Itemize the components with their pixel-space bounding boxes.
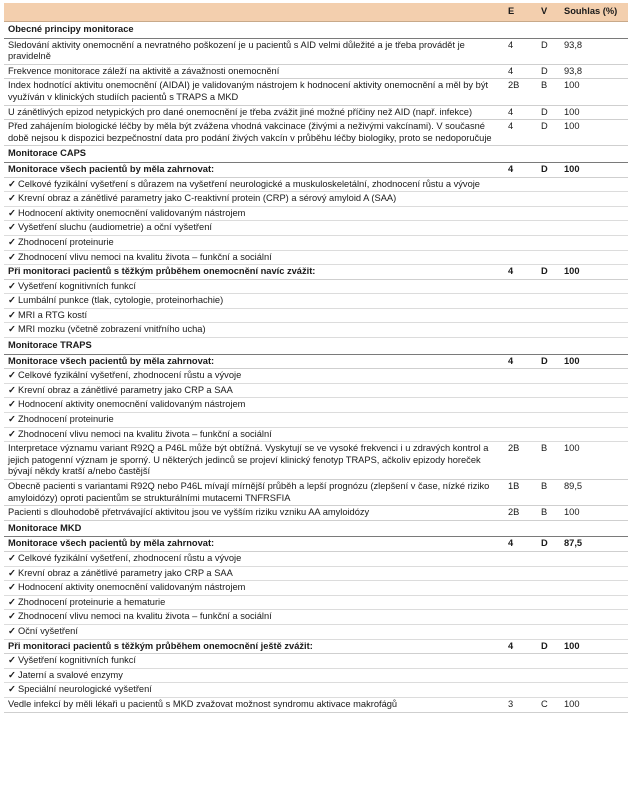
- strength-cell: D: [533, 38, 560, 64]
- checklist-item-row: [4, 413, 628, 428]
- agreement-cell: 100: [560, 265, 628, 280]
- recommendation-text: Vyšetření sluchu (audiometrie) a oční vyšetření: [18, 222, 212, 233]
- recommendation-cell: [4, 192, 500, 207]
- strength-cell: [533, 654, 560, 669]
- recommendation-text: U zánětlivých epizod netypických pro dané onemocnění je třeba zvážit jiné možné příčiny než AID (např. infekce): [8, 106, 473, 117]
- evidence-level-cell: [500, 654, 533, 669]
- agreement-cell: 89,5: [560, 480, 628, 506]
- section-header-row: [4, 146, 628, 163]
- recommendation-text: Sledování aktivity onemocnění a nevratného poškození je u pacientů s AID velmi důležité a je třeba provádět je pravidelně: [8, 39, 465, 62]
- checklist-item-row: [4, 581, 628, 596]
- checklist-item-row: [4, 323, 628, 338]
- recommendation-cell: [4, 413, 500, 428]
- header-text-column: [4, 3, 500, 22]
- recommendation-cell: [4, 398, 500, 413]
- evidence-level-cell: 2B: [500, 506, 533, 521]
- checkmark-icon: ✓: [8, 251, 16, 262]
- checklist-item-row: [4, 235, 628, 250]
- recommendation-text: Vyšetření kognitivních funkcí: [18, 280, 136, 291]
- strength-cell: [533, 610, 560, 625]
- checklist-item-row: [4, 250, 628, 265]
- evidence-level-cell: [500, 683, 533, 698]
- evidence-level-cell: [500, 206, 533, 221]
- recommendation-cell: [4, 383, 500, 398]
- checklist-item-row: [4, 383, 628, 398]
- recommendation-cell: [4, 279, 500, 294]
- recommendation-cell: [4, 639, 500, 654]
- header-strength-column: V: [533, 3, 560, 22]
- recommendation-cell: [4, 235, 500, 250]
- recommendation-text: Zhodnocení proteinurie: [18, 236, 114, 247]
- checklist-item-row: [4, 192, 628, 207]
- checkmark-icon: ✓: [8, 567, 16, 578]
- strength-cell: [533, 221, 560, 236]
- section-header-row: [4, 338, 628, 355]
- strength-cell: [533, 383, 560, 398]
- recommendation-text: Krevní obraz a zánětlivé parametry jako CRP a SAA: [18, 567, 233, 578]
- evidence-level-cell: [500, 427, 533, 442]
- recommendation-text: Krevní obraz a zánětlivé parametry jako CRP a SAA: [18, 384, 233, 395]
- recommendation-cell: [4, 265, 500, 280]
- evidence-level-cell: [500, 294, 533, 309]
- recommendation-cell: [4, 506, 500, 521]
- strength-cell: [533, 683, 560, 698]
- recommendation-cell: [4, 294, 500, 309]
- subheading-row: [4, 639, 628, 654]
- checklist-item-row: [4, 279, 628, 294]
- recommendation-text: MRI mozku (včetně zobrazení vnitřního ucha): [18, 324, 206, 335]
- checklist-item-row: [4, 566, 628, 581]
- checkmark-icon: ✓: [8, 596, 16, 607]
- strength-cell: [533, 427, 560, 442]
- recommendation-cell: [4, 566, 500, 581]
- section-header-row: [4, 520, 628, 537]
- agreement-cell: 87,5: [560, 537, 628, 552]
- subheading-row: [4, 265, 628, 280]
- recommendation-text: Pacienti s dlouhodobě přetrvávající aktivitou jsou ve vyšším riziku vzniku AA amyloidózy: [8, 507, 370, 518]
- table-header-row: [4, 3, 628, 22]
- strength-cell: [533, 250, 560, 265]
- checklist-item-row: [4, 294, 628, 309]
- agreement-cell: [560, 668, 628, 683]
- evidence-level-cell: 4: [500, 537, 533, 552]
- strength-cell: [533, 369, 560, 384]
- checkmark-icon: ✓: [8, 324, 16, 335]
- recommendation-text: Zhodnocení proteinurie: [18, 414, 114, 425]
- agreement-cell: 100: [560, 354, 628, 369]
- evidence-level-cell: [500, 668, 533, 683]
- table-row: [4, 506, 628, 521]
- checkmark-icon: ✓: [8, 236, 16, 247]
- recommendation-cell: [4, 354, 500, 369]
- evidence-level-cell: [500, 610, 533, 625]
- strength-cell: [533, 668, 560, 683]
- table-row: [4, 480, 628, 506]
- agreement-cell: [560, 177, 628, 192]
- recommendation-cell: [4, 427, 500, 442]
- strength-cell: B: [533, 442, 560, 480]
- evidence-level-cell: [500, 221, 533, 236]
- table-row: [4, 697, 628, 712]
- checkmark-icon: ✓: [8, 207, 16, 218]
- recommendation-text: Monitorace všech pacientů by měla zahrnovat:: [8, 538, 215, 549]
- recommendation-cell: [4, 581, 500, 596]
- agreement-cell: [560, 294, 628, 309]
- checkmark-icon: ✓: [8, 280, 16, 291]
- recommendation-cell: [4, 177, 500, 192]
- recommendation-text: Vyšetření kognitivních funkcí: [18, 655, 136, 666]
- recommendation-text: Hodnocení aktivity onemocnění validovaným nástrojem: [18, 399, 246, 410]
- checkmark-icon: ✓: [8, 399, 16, 410]
- strength-cell: [533, 323, 560, 338]
- strength-cell: [533, 192, 560, 207]
- recommendations-table-wrapper: [4, 3, 628, 713]
- evidence-level-cell: 4: [500, 162, 533, 177]
- agreement-cell: 100: [560, 79, 628, 105]
- checkmark-icon: ✓: [8, 384, 16, 395]
- evidence-level-cell: [500, 566, 533, 581]
- recommendation-text: Před zahájením biologické léčby by měla být zvážena vhodná vakcinace (živými a neživými vakcínami). V současné době nejsou k dispozici bezpečnostní data pro podání živých vakcín v průběhu léčby biologiky, proto se nedoporučuje: [8, 121, 492, 143]
- evidence-level-cell: [500, 369, 533, 384]
- subheading-row: [4, 537, 628, 552]
- recommendation-cell: [4, 442, 500, 480]
- agreement-cell: [560, 551, 628, 566]
- checklist-item-row: [4, 177, 628, 192]
- evidence-level-cell: 2B: [500, 79, 533, 105]
- recommendation-text: Monitorace všech pacientů by měla zahrnovat:: [8, 163, 215, 174]
- strength-cell: [533, 279, 560, 294]
- agreement-cell: 100: [560, 442, 628, 480]
- strength-cell: D: [533, 354, 560, 369]
- section-title: Monitorace MKD: [4, 520, 628, 537]
- recommendation-cell: [4, 697, 500, 712]
- checkmark-icon: ✓: [8, 370, 16, 381]
- agreement-cell: 100: [560, 506, 628, 521]
- checkmark-icon: ✓: [8, 611, 16, 622]
- checkmark-icon: ✓: [8, 582, 16, 593]
- strength-cell: D: [533, 639, 560, 654]
- evidence-level-cell: 4: [500, 265, 533, 280]
- agreement-cell: [560, 610, 628, 625]
- recommendation-text: Při monitoraci pacientů s těžkým průběhem onemocnění navíc zvážit:: [8, 266, 316, 277]
- recommendation-text: Speciální neurologické vyšetření: [18, 684, 152, 695]
- strength-cell: B: [533, 480, 560, 506]
- recommendation-cell: [4, 162, 500, 177]
- recommendation-text: Frekvence monitorace záleží na aktivitě a závažnosti onemocnění: [8, 65, 280, 76]
- checkmark-icon: ✓: [8, 684, 16, 695]
- recommendation-text: Zhodnocení vlivu nemoci na kvalitu života – funkční a sociální: [18, 251, 272, 262]
- agreement-cell: [560, 683, 628, 698]
- strength-cell: [533, 235, 560, 250]
- strength-cell: [533, 566, 560, 581]
- recommendation-cell: [4, 668, 500, 683]
- checklist-item-row: [4, 369, 628, 384]
- agreement-cell: [560, 427, 628, 442]
- evidence-level-cell: 1B: [500, 480, 533, 506]
- recommendation-cell: [4, 79, 500, 105]
- agreement-cell: [560, 581, 628, 596]
- agreement-cell: [560, 383, 628, 398]
- recommendation-cell: [4, 551, 500, 566]
- agreement-cell: [560, 235, 628, 250]
- agreement-cell: [560, 192, 628, 207]
- table-row: [4, 38, 628, 64]
- recommendation-cell: [4, 38, 500, 64]
- table-row: [4, 79, 628, 105]
- agreement-cell: [560, 369, 628, 384]
- recommendation-cell: [4, 105, 500, 120]
- agreement-cell: 93,8: [560, 64, 628, 79]
- evidence-level-cell: [500, 250, 533, 265]
- evidence-level-cell: 4: [500, 354, 533, 369]
- recommendation-text: Interpretace významu variant R92Q a P46L může být obtížná. Vyskytují se ve vysoké frekvenci i u zdravých kontrol a jejich patogenní význam je sporný. U některých jedinců se projeví klinický fenotyp TRAPS, ačkoliv epizody horeček bývají někdy kratší a/nebo častější: [8, 443, 489, 477]
- agreement-cell: [560, 413, 628, 428]
- evidence-level-cell: 4: [500, 105, 533, 120]
- agreement-cell: [560, 398, 628, 413]
- checklist-item-row: [4, 308, 628, 323]
- recommendation-cell: [4, 624, 500, 639]
- recommendation-text: Zhodnocení vlivu nemoci na kvalitu života – funkční a sociální: [18, 611, 272, 622]
- strength-cell: D: [533, 64, 560, 79]
- evidence-level-cell: [500, 398, 533, 413]
- agreement-cell: 93,8: [560, 38, 628, 64]
- recommendation-cell: [4, 308, 500, 323]
- checkmark-icon: ✓: [8, 625, 16, 636]
- recommendation-text: Hodnocení aktivity onemocnění validovaným nástrojem: [18, 582, 246, 593]
- checklist-item-row: [4, 624, 628, 639]
- checklist-item-row: [4, 398, 628, 413]
- agreement-cell: 100: [560, 162, 628, 177]
- evidence-level-cell: [500, 308, 533, 323]
- agreement-cell: [560, 206, 628, 221]
- recommendation-text: Zhodnocení proteinurie a hematurie: [18, 596, 166, 607]
- subheading-row: [4, 354, 628, 369]
- recommendation-text: Při monitoraci pacientů s těžkým průběhem onemocnění ještě zvážit:: [8, 640, 313, 651]
- evidence-level-cell: 4: [500, 64, 533, 79]
- checklist-item-row: [4, 610, 628, 625]
- agreement-cell: 100: [560, 639, 628, 654]
- section-title: Monitorace TRAPS: [4, 338, 628, 355]
- recommendation-cell: [4, 654, 500, 669]
- checkmark-icon: ✓: [8, 414, 16, 425]
- recommendation-cell: [4, 480, 500, 506]
- recommendation-cell: [4, 221, 500, 236]
- checkmark-icon: ✓: [8, 193, 16, 204]
- recommendation-text: Celkové fyzikální vyšetření s důrazem na vyšetření neurologické a muskuloskeletální, zhodnocení růstu a vývoje: [18, 178, 480, 189]
- checkmark-icon: ✓: [8, 552, 16, 563]
- recommendation-cell: [4, 595, 500, 610]
- recommendations-table: [4, 3, 628, 713]
- recommendation-cell: [4, 120, 500, 146]
- recommendation-text: MRI a RTG kostí: [18, 309, 88, 320]
- checkmark-icon: ✓: [8, 669, 16, 680]
- strength-cell: C: [533, 697, 560, 712]
- evidence-level-cell: [500, 279, 533, 294]
- checkmark-icon: ✓: [8, 178, 16, 189]
- evidence-level-cell: 2B: [500, 442, 533, 480]
- recommendation-cell: [4, 206, 500, 221]
- agreement-cell: [560, 595, 628, 610]
- checkmark-icon: ✓: [8, 222, 16, 233]
- checkmark-icon: ✓: [8, 428, 16, 439]
- strength-cell: [533, 595, 560, 610]
- recommendation-text: Monitorace všech pacientů by měla zahrnovat:: [8, 355, 215, 366]
- checklist-item-row: [4, 427, 628, 442]
- table-row: [4, 64, 628, 79]
- evidence-level-cell: [500, 177, 533, 192]
- agreement-cell: 100: [560, 120, 628, 146]
- evidence-level-cell: [500, 192, 533, 207]
- strength-cell: [533, 413, 560, 428]
- subheading-row: [4, 162, 628, 177]
- strength-cell: D: [533, 162, 560, 177]
- checklist-item-row: [4, 551, 628, 566]
- table-body: [4, 22, 628, 713]
- agreement-cell: [560, 250, 628, 265]
- checklist-item-row: [4, 595, 628, 610]
- recommendation-cell: [4, 250, 500, 265]
- evidence-level-cell: [500, 551, 533, 566]
- recommendation-text: Celkové fyzikální vyšetření, zhodnocení růstu a vývoje: [18, 370, 242, 381]
- recommendation-text: Krevní obraz a zánětlivé parametry jako C-reaktivní protein (CRP) a sérový amyloid A (SAA): [18, 193, 397, 204]
- strength-cell: [533, 581, 560, 596]
- recommendation-cell: [4, 64, 500, 79]
- strength-cell: [533, 398, 560, 413]
- strength-cell: D: [533, 537, 560, 552]
- evidence-level-cell: 3: [500, 697, 533, 712]
- agreement-cell: [560, 221, 628, 236]
- checklist-item-row: [4, 654, 628, 669]
- checkmark-icon: ✓: [8, 655, 16, 666]
- recommendation-text: Obecně pacienti s variantami R92Q nebo P46L mívají mírnější průběh a lepší prognózu (zlepšení v čase, nízké riziko amyloidózy) oproti pacientům se strukturálními mutacemi TNFRSFIA: [8, 481, 490, 503]
- strength-cell: [533, 308, 560, 323]
- recommendation-text: Oční vyšetření: [18, 625, 78, 636]
- evidence-level-cell: [500, 413, 533, 428]
- agreement-cell: [560, 654, 628, 669]
- section-title: Monitorace CAPS: [4, 146, 628, 163]
- recommendation-text: Index hodnotící aktivitu onemocnění (AIDAI) je validovaným nástrojem k hodnocení aktivity onemocnění a měl by být využíván v klinických studiích pacientů s TRAPS a MKD: [8, 80, 489, 102]
- evidence-level-cell: [500, 581, 533, 596]
- evidence-level-cell: 4: [500, 120, 533, 146]
- checklist-item-row: [4, 683, 628, 698]
- evidence-level-cell: [500, 624, 533, 639]
- strength-cell: [533, 551, 560, 566]
- checkmark-icon: ✓: [8, 309, 16, 320]
- agreement-cell: 100: [560, 697, 628, 712]
- agreement-cell: [560, 323, 628, 338]
- recommendation-text: Lumbální punkce (tlak, cytologie, proteinorhachie): [18, 295, 224, 306]
- checklist-item-row: [4, 668, 628, 683]
- recommendation-cell: [4, 369, 500, 384]
- recommendation-text: Celkové fyzikální vyšetření, zhodnocení růstu a vývoje: [18, 552, 242, 563]
- section-header-row: [4, 22, 628, 39]
- recommendation-text: Hodnocení aktivity onemocnění validovaným nástrojem: [18, 207, 246, 218]
- header-evidence-column: E: [500, 3, 533, 22]
- checkmark-icon: ✓: [8, 295, 16, 306]
- strength-cell: D: [533, 265, 560, 280]
- agreement-cell: [560, 566, 628, 581]
- evidence-level-cell: [500, 235, 533, 250]
- strength-cell: D: [533, 120, 560, 146]
- recommendation-cell: [4, 683, 500, 698]
- section-title: Obecné principy monitorace: [4, 22, 628, 39]
- recommendation-text: Zhodnocení vlivu nemoci na kvalitu života – funkční a sociální: [18, 428, 272, 439]
- strength-cell: [533, 206, 560, 221]
- strength-cell: [533, 177, 560, 192]
- strength-cell: D: [533, 105, 560, 120]
- strength-cell: [533, 294, 560, 309]
- checklist-item-row: [4, 221, 628, 236]
- evidence-level-cell: [500, 595, 533, 610]
- checklist-item-row: [4, 206, 628, 221]
- evidence-level-cell: 4: [500, 38, 533, 64]
- recommendation-cell: [4, 323, 500, 338]
- evidence-level-cell: [500, 323, 533, 338]
- table-row: [4, 120, 628, 146]
- recommendation-text: Vedle infekcí by měli lékaři u pacientů s MKD zvažovat možnost syndromu aktivace makrofágů: [8, 698, 398, 709]
- strength-cell: B: [533, 506, 560, 521]
- agreement-cell: [560, 308, 628, 323]
- recommendation-cell: [4, 537, 500, 552]
- table-row: [4, 442, 628, 480]
- evidence-level-cell: [500, 383, 533, 398]
- recommendation-text: Jaterní a svalové enzymy: [18, 669, 123, 680]
- header-agreement-column: Souhlas (%): [560, 3, 628, 22]
- table-row: [4, 105, 628, 120]
- strength-cell: B: [533, 79, 560, 105]
- agreement-cell: [560, 624, 628, 639]
- evidence-level-cell: 4: [500, 639, 533, 654]
- agreement-cell: [560, 279, 628, 294]
- strength-cell: [533, 624, 560, 639]
- agreement-cell: 100: [560, 105, 628, 120]
- recommendation-cell: [4, 610, 500, 625]
